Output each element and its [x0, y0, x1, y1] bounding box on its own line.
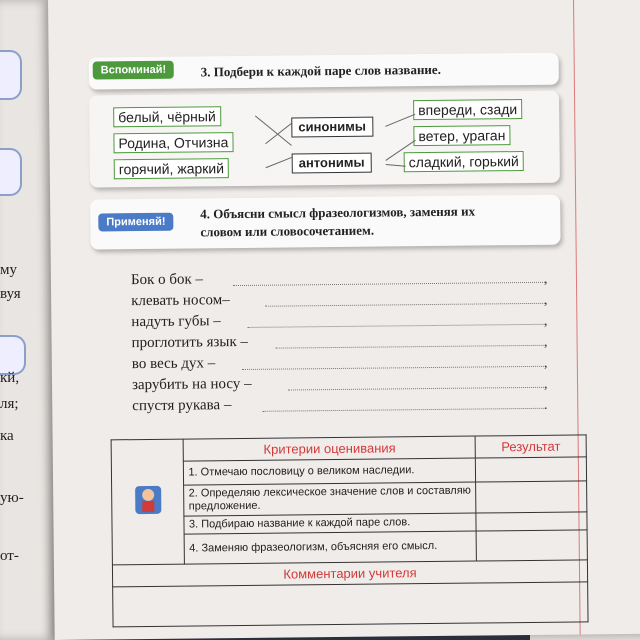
word-pair: ветер, ураган: [413, 125, 510, 146]
assessment-table: [111, 434, 589, 627]
answer-line[interactable]: [233, 282, 545, 286]
left-margin-word: ка: [0, 428, 14, 444]
task3-title: 3. Подбери к каждой паре слов название.: [200, 61, 441, 80]
task4-title-line2: словом или словосочетанием.: [200, 222, 375, 240]
left-page-tab: [0, 50, 22, 100]
comma: ,: [544, 377, 548, 392]
left-page-tab: [0, 148, 22, 196]
word-pair: горячий, жаркий: [114, 158, 229, 179]
hand-drawn-lines: [245, 108, 426, 174]
remember-badge: Вспоминай!: [93, 61, 175, 80]
phraseologism: проглотить язык –: [131, 333, 249, 352]
task4-title-line1: 4. Объясни смысл фразеологизмов, заменяя их: [200, 203, 476, 222]
workbook-page: [48, 0, 640, 640]
left-margin-word: ую-: [0, 490, 24, 506]
answer-line[interactable]: [265, 303, 545, 307]
word-pair: белый, чёрный: [113, 106, 221, 127]
result-cell[interactable]: [476, 481, 587, 513]
comma: ,: [544, 335, 548, 350]
comma: ,: [544, 293, 548, 308]
answer-line[interactable]: [247, 324, 545, 328]
phraseologism: надуть губы –: [131, 313, 221, 331]
left-page-tab: [0, 335, 26, 375]
left-margin-word: ля;: [0, 396, 19, 412]
answer-line[interactable]: [288, 387, 546, 391]
criterion-row: 3. Подбираю название к каждой паре слов.: [184, 513, 476, 534]
left-margin-word: от-: [0, 548, 19, 564]
period: .: [544, 398, 548, 413]
comments-area[interactable]: [113, 582, 588, 627]
mascot-cell: [111, 439, 185, 565]
answer-line[interactable]: [276, 345, 546, 349]
comma: ,: [544, 356, 548, 371]
result-cell[interactable]: [476, 530, 587, 561]
apply-badge: Применяй!: [98, 213, 173, 232]
phraseologism: Бок о бок –: [130, 271, 204, 289]
criterion-row: 1. Отмечаю пословицу о великом наследии.: [184, 458, 476, 485]
comments-header: Комментарии учителя: [112, 560, 587, 587]
result-cell[interactable]: [476, 512, 587, 531]
phraseologism: зарубить на носу –: [131, 375, 252, 394]
left-margin-word: кй,: [0, 370, 20, 386]
phraseologism: во весь дух –: [131, 355, 216, 373]
comma: ,: [544, 272, 548, 287]
category-box: синонимы: [291, 117, 373, 138]
word-pair: Родина, Отчизна: [113, 132, 233, 153]
left-margin-word: вуя: [0, 286, 21, 302]
category-box: антонимы: [292, 153, 372, 174]
criteria-header: Критерии оценивания: [184, 436, 476, 461]
phraseologism: клевать носом–: [131, 292, 230, 310]
criterion-row: 4. Заменяю фразеологизм, объясняя его смысл.: [185, 531, 477, 564]
result-header: Результат: [475, 435, 586, 458]
student-mascot-icon: [133, 483, 163, 515]
word-pair: впереди, сзади: [413, 99, 522, 120]
left-margin-word: му: [0, 262, 17, 278]
criterion-row: 2. Определяю лексическое значение слов и составляю предложение.: [184, 482, 476, 516]
result-cell[interactable]: [476, 457, 587, 482]
answer-line[interactable]: [242, 366, 546, 370]
word-pair: сладкий, горький: [404, 151, 524, 172]
comma: ,: [544, 314, 548, 329]
phraseologism: спустя рукава –: [132, 397, 232, 415]
answer-line[interactable]: [262, 408, 546, 412]
